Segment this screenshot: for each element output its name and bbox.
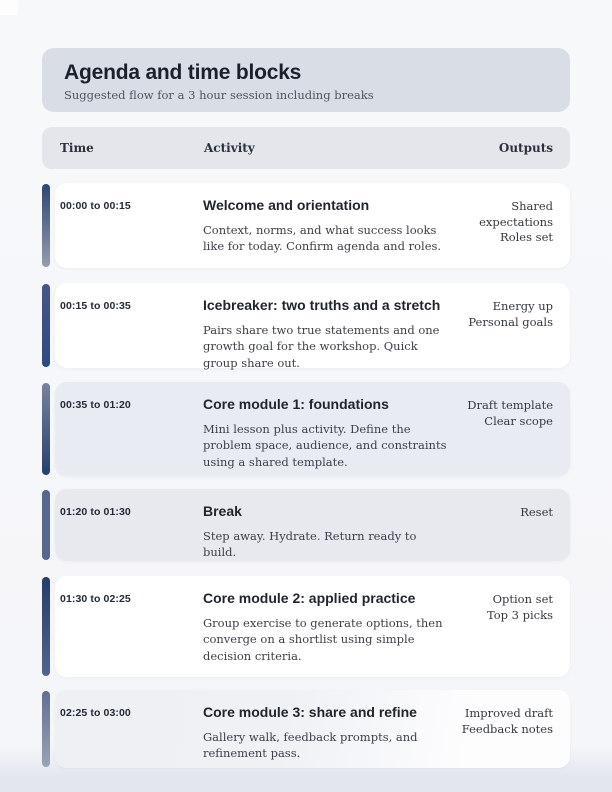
agenda-row-welcome xyxy=(42,183,570,268)
row-title: Core module 3: share and refine xyxy=(203,704,417,720)
row-description: Mini lesson plus activity. Define the problem space, audience, and constraints using a shared template. xyxy=(203,421,447,469)
time-accent-bar xyxy=(42,691,50,767)
row-description: Step away. Hydrate. Return ready to build. xyxy=(203,528,417,560)
row-activity xyxy=(203,590,458,677)
row-title: Core module 2: applied practice xyxy=(203,590,416,606)
agenda-card xyxy=(55,183,570,268)
row-outputs xyxy=(458,197,553,268)
time-accent-bar xyxy=(42,577,50,676)
agenda-row-break xyxy=(42,489,570,561)
row-outputs xyxy=(458,704,553,768)
row-description: Context, norms, and what success looks like for today. Confirm agenda and roles. xyxy=(203,222,442,254)
row-title: Icebreaker: two truths and a stretch xyxy=(203,297,441,313)
row-activity xyxy=(203,503,458,561)
row-output-line: Reset xyxy=(520,505,553,519)
time-accent-bar xyxy=(42,184,50,267)
agenda-card xyxy=(55,576,570,677)
row-description: Gallery walk, feedback prompts, and refinement pass. xyxy=(203,729,418,761)
row-outputs xyxy=(458,396,553,476)
row-time: 00:35 to 01:20 xyxy=(60,399,131,411)
agenda-card xyxy=(55,489,570,561)
time-accent-bar xyxy=(42,284,50,367)
row-title: Core module 1: foundations xyxy=(203,396,389,412)
row-time: 00:15 to 00:35 xyxy=(60,300,131,312)
row-description: Pairs share two true statements and one growth goal for the workshop. Quick group share out. xyxy=(203,322,440,370)
agenda-row-core-module-3 xyxy=(42,690,570,768)
corner-artifact xyxy=(0,0,18,15)
agenda-row-core-module-1 xyxy=(42,382,570,476)
row-time: 01:30 to 02:25 xyxy=(60,593,131,605)
row-title: Break xyxy=(203,503,242,519)
agenda-row-icebreaker xyxy=(42,283,570,368)
row-output-line: Option set xyxy=(492,592,553,606)
agenda-card xyxy=(55,690,570,768)
row-output-line: Clear scope xyxy=(484,413,553,428)
row-output-line: Shared expectations xyxy=(479,199,553,229)
agenda-card xyxy=(55,382,570,476)
row-activity xyxy=(203,396,458,476)
row-title: Welcome and orientation xyxy=(203,197,370,213)
column-header-outputs: Outputs xyxy=(498,141,553,155)
row-time: 02:25 to 03:00 xyxy=(60,707,131,719)
agenda-card xyxy=(55,283,570,368)
row-output-line: Top 3 picks xyxy=(486,607,553,622)
row-output-line: Improved draft xyxy=(464,706,553,720)
row-output-line: Roles set xyxy=(500,230,553,244)
page-title: Agenda and time blocks xyxy=(64,61,302,84)
row-description: Group exercise to generate options, then converge on a shortlist using simple decision criteria. xyxy=(203,615,443,663)
time-accent-bar xyxy=(42,490,50,560)
row-output-line: Energy up xyxy=(492,299,553,313)
agenda-row-core-module-2 xyxy=(42,576,570,677)
column-header-time: Time xyxy=(60,141,94,155)
row-time: 01:20 to 01:30 xyxy=(60,506,131,518)
row-outputs xyxy=(458,503,553,561)
row-activity xyxy=(203,297,458,371)
row-activity xyxy=(203,704,458,768)
page-subtitle: Suggested flow for a 3 hour session including breaks xyxy=(64,88,374,103)
row-activity xyxy=(203,197,458,268)
row-time: 00:00 to 00:15 xyxy=(60,200,131,212)
row-output-line: Personal goals xyxy=(468,314,553,329)
page-header xyxy=(42,48,570,112)
column-header-activity: Activity xyxy=(204,141,255,155)
time-accent-bar xyxy=(42,383,50,475)
row-output-line: Feedback notes xyxy=(461,721,553,736)
row-output-line: Draft template xyxy=(467,398,553,412)
table-header xyxy=(42,127,570,169)
row-outputs xyxy=(458,590,553,677)
row-outputs xyxy=(458,297,553,371)
